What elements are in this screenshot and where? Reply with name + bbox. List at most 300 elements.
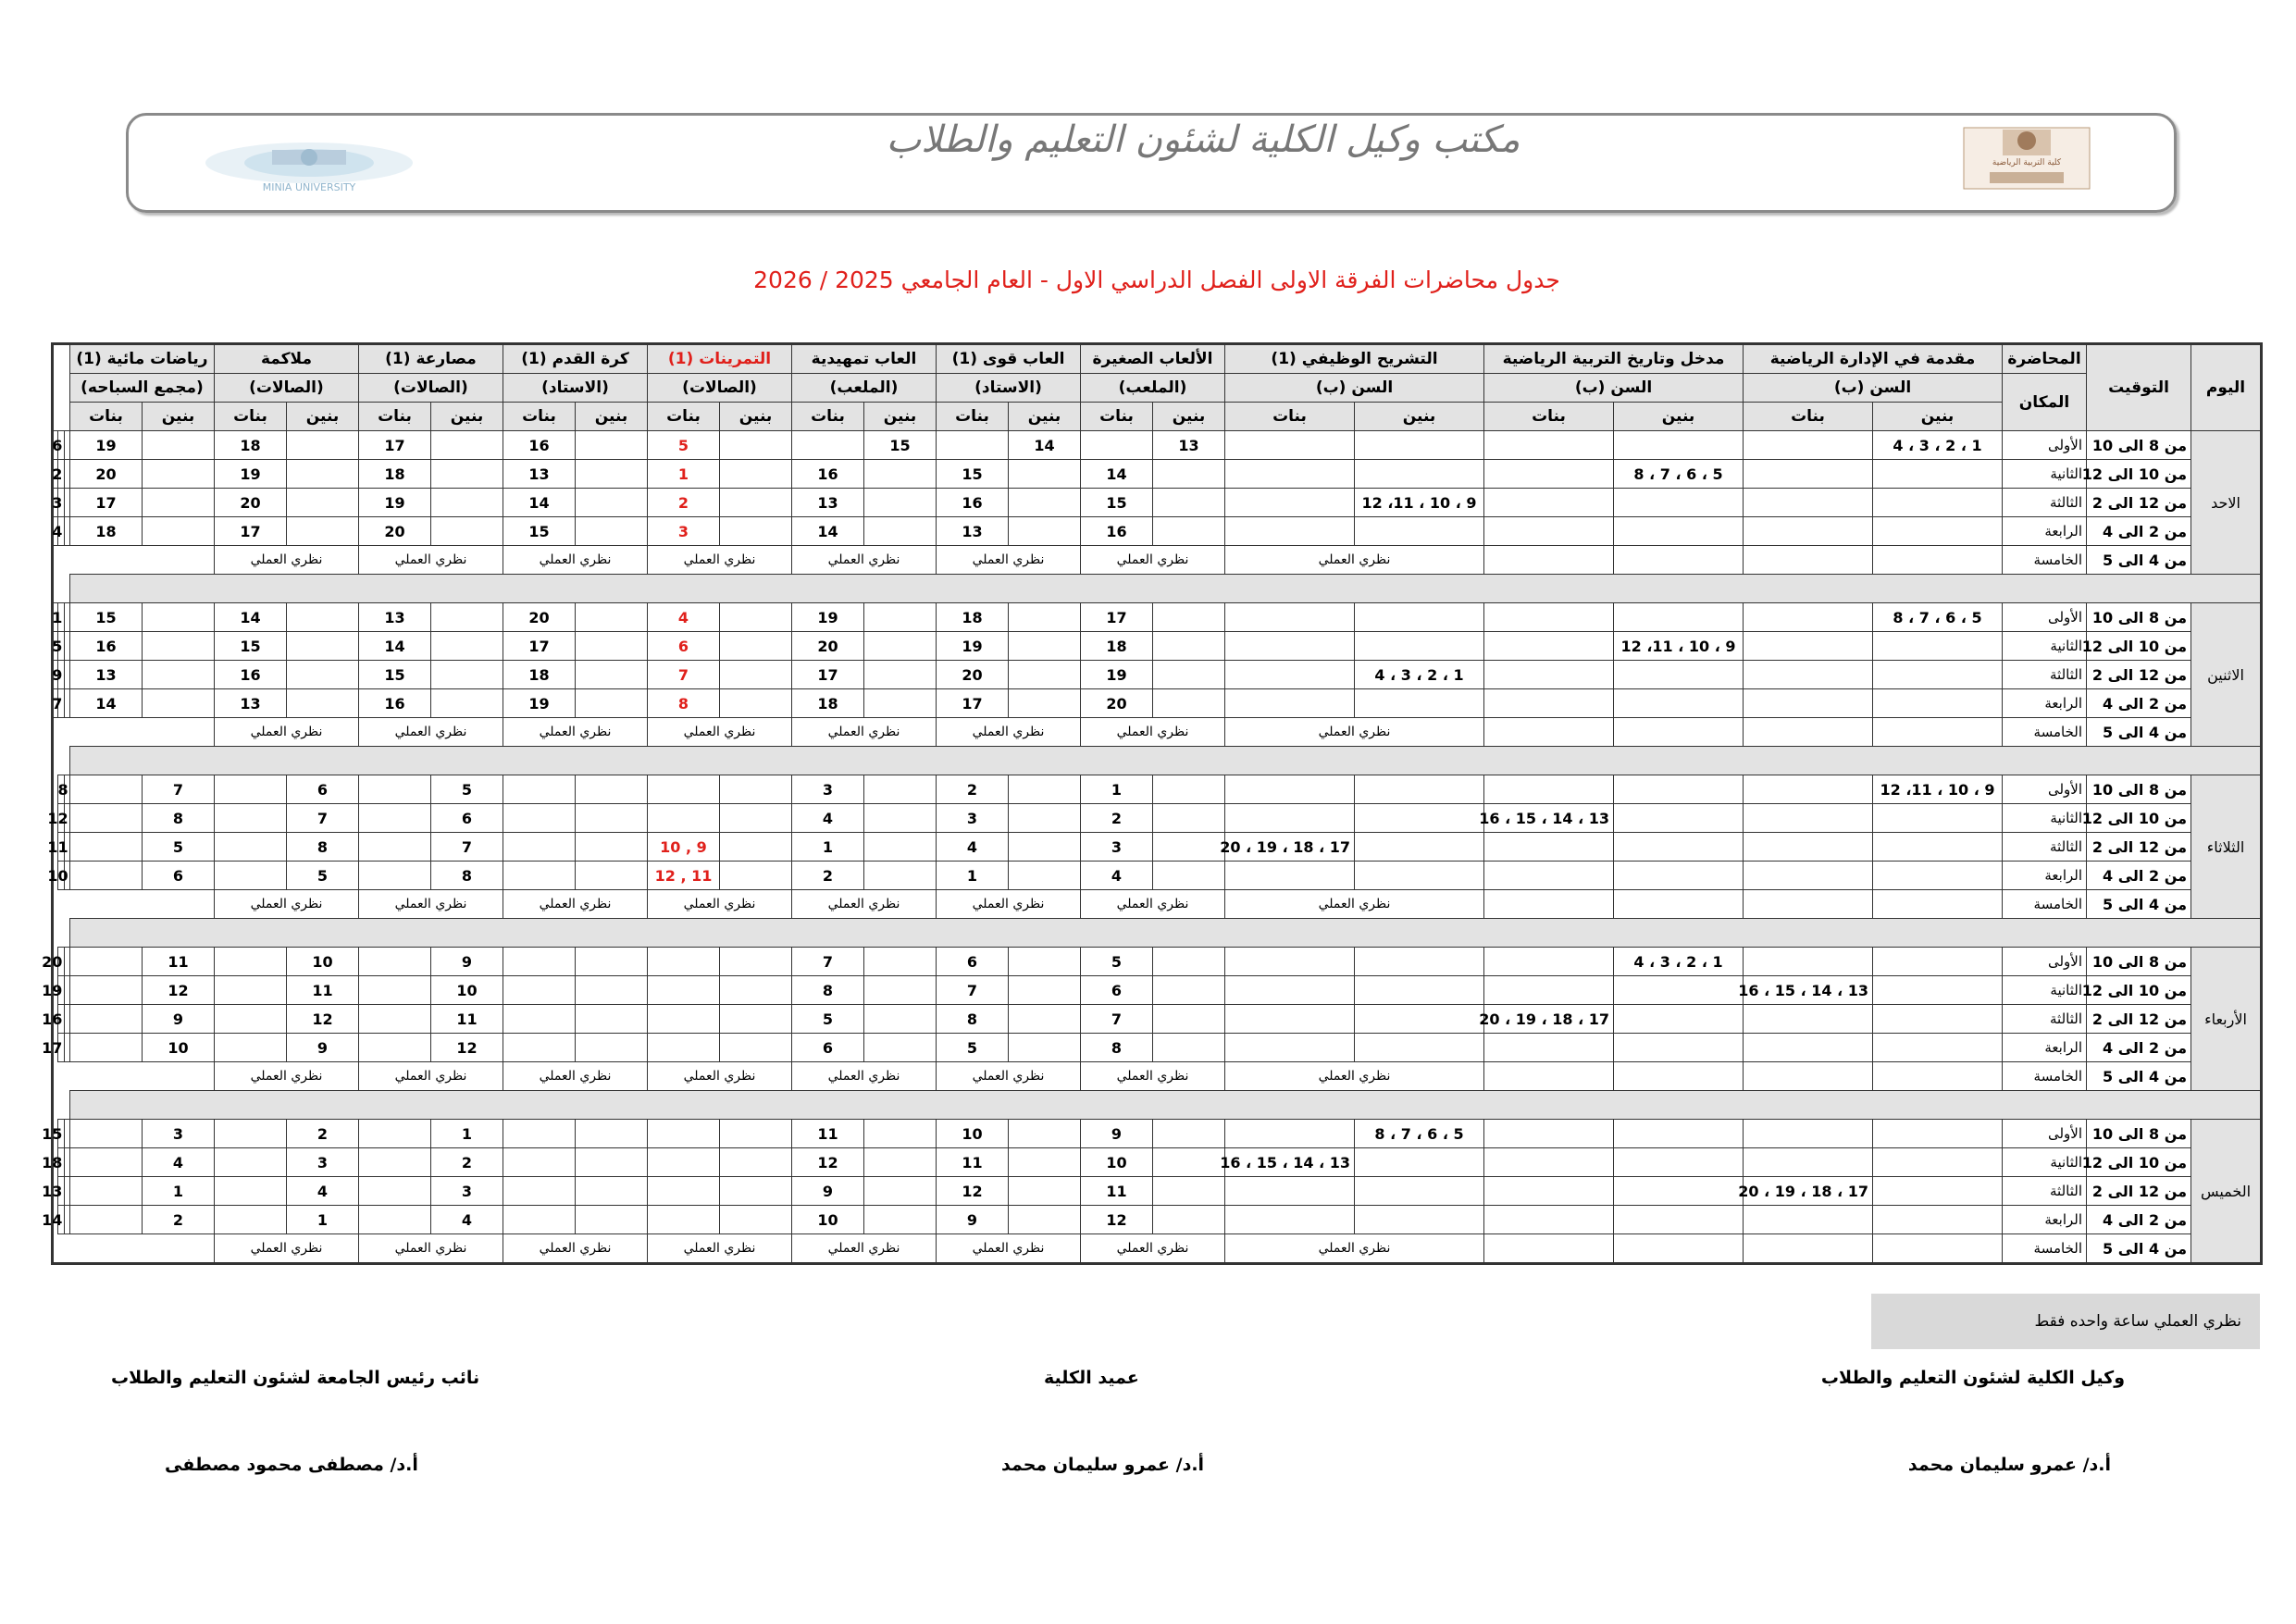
lecture-cell: الثانية (2003, 460, 2087, 489)
schedule-cell (214, 862, 286, 890)
empty-cell (1873, 718, 2003, 747)
schedule-cell: 7 (142, 775, 214, 804)
schedule-cell (1744, 431, 1873, 460)
schedule-cell: 20 (214, 489, 286, 517)
schedule-cell: 4 (142, 1148, 214, 1177)
schedule-cell (1153, 976, 1225, 1005)
schedule-cell (1614, 804, 1744, 833)
schedule-cell (214, 976, 286, 1005)
schedule-cell: 20 (792, 632, 864, 661)
schedule-cell: 11 , 12 (647, 862, 719, 890)
schedule-cell (864, 833, 937, 862)
schedule-cell: 15 (503, 517, 575, 546)
schedule-cell (214, 1034, 286, 1062)
schedule-cell (358, 1120, 430, 1148)
schedule-cell (1614, 689, 1744, 718)
subject-place: السن (ب) (1744, 374, 2003, 403)
table-row (53, 603, 2262, 632)
empty-cell (1614, 1062, 1744, 1091)
schedule-cell (214, 1148, 286, 1177)
schedule-cell (1484, 632, 1614, 661)
schedule-cell (1225, 689, 1355, 718)
schedule-cell (720, 517, 792, 546)
schedule-cell: 5 (142, 833, 214, 862)
schedule-cell (1225, 1034, 1355, 1062)
schedule-cell (1153, 1177, 1225, 1206)
table-row (53, 689, 2262, 718)
schedule-cell: 7 (286, 804, 358, 833)
schedule-cell: 4 (286, 1177, 358, 1206)
schedule-cell (69, 976, 142, 1005)
schedule-cell: 12 (792, 1148, 864, 1177)
schedule-cell (647, 1034, 719, 1062)
schedule-cell (69, 804, 142, 833)
schedule-cell: 7 (430, 833, 503, 862)
schedule-cell (142, 603, 214, 632)
schedule-cell (1484, 976, 1614, 1005)
schedule-cell: 17 (792, 661, 864, 689)
practical-cell: نظري العملي (358, 546, 503, 575)
schedule-cell (1744, 862, 1873, 890)
schedule-cell (1355, 460, 1484, 489)
schedule-cell: 3 (937, 804, 1009, 833)
schedule-cell (1614, 833, 1744, 862)
schedule-cell (864, 804, 937, 833)
schedule-cell: 3 (792, 775, 864, 804)
schedule-cell (1009, 976, 1081, 1005)
schedule-cell: 8 (1081, 1034, 1153, 1062)
schedule-cell (1009, 1120, 1081, 1148)
schedule-cell: 1 (286, 1206, 358, 1234)
subject-place: (الملعب) (792, 374, 937, 403)
schedule-cell (69, 1148, 142, 1177)
schedule-cell (1225, 517, 1355, 546)
schedule-cell: 20 (937, 661, 1009, 689)
schedule-cell (1355, 689, 1484, 718)
schedule-cell: 17 ، 18 ، 19 ، 20 (1484, 1005, 1614, 1034)
schedule-cell: 2 (1081, 804, 1153, 833)
schedule-cell: 3 (430, 1177, 503, 1206)
schedule-cell: 10 (142, 1034, 214, 1062)
table-row (53, 890, 2262, 919)
lecture-cell: الرابعة (2003, 517, 2087, 546)
day-separator (69, 1091, 2261, 1120)
practical-cell: نظري العملي (214, 718, 358, 747)
table-row (53, 517, 2262, 546)
time-header: التوقيت (2087, 344, 2191, 431)
girls-header: بنات (792, 403, 864, 431)
practical-cell: نظري العملي (503, 1234, 647, 1264)
schedule-cell (575, 976, 647, 1005)
table-row (53, 976, 2262, 1005)
schedule-cell: 11 (430, 1005, 503, 1034)
schedule-cell (1873, 489, 2003, 517)
schedule-cell: 1 (937, 862, 1009, 890)
schedule-cell: 16 (792, 460, 864, 489)
schedule-cell (1484, 489, 1614, 517)
subject-place: (الاستاد) (503, 374, 647, 403)
schedule-cell (1225, 948, 1355, 976)
schedule-cell (1873, 948, 2003, 976)
schedule-cell (575, 862, 647, 890)
schedule-cell (430, 489, 503, 517)
schedule-cell (358, 804, 430, 833)
table-row (53, 1062, 2262, 1091)
practical-cell: نظري العملي (792, 718, 937, 747)
day-cell: الأربعاء (2191, 948, 2262, 1091)
schedule-cell: 8 (430, 862, 503, 890)
practical-cell: نظري العملي (358, 1234, 503, 1264)
empty-cell (1614, 718, 1744, 747)
lecture-cell: الأولى (2003, 603, 2087, 632)
practical-cell: نظري العملي (1081, 718, 1225, 747)
table-row (53, 546, 2262, 575)
schedule-cell (286, 603, 358, 632)
girls-header: بنات (1225, 403, 1355, 431)
schedule-cell (575, 804, 647, 833)
empty-cell (1484, 718, 1614, 747)
schedule-cell (1484, 517, 1614, 546)
schedule-cell (1225, 1005, 1355, 1034)
schedule-cell (864, 632, 937, 661)
schedule-cell (69, 1177, 142, 1206)
schedule-cell: 9 ، 10 ، 11، 12 (1873, 775, 2003, 804)
schedule-cell (864, 517, 937, 546)
schedule-cell (1744, 632, 1873, 661)
schedule-cell (1225, 1206, 1355, 1234)
schedule-cell: 19 (69, 431, 142, 460)
place-header: المكان (2003, 374, 2087, 431)
practical-cell: نظري العملي (937, 1062, 1081, 1091)
subject-place: (الاستاد) (937, 374, 1081, 403)
boys-header: بنين (575, 403, 647, 431)
schedule-cell (864, 948, 937, 976)
schedule-cell (1009, 1177, 1081, 1206)
table-row (53, 804, 2262, 833)
schedule-cell (1873, 632, 2003, 661)
table-row (53, 718, 2262, 747)
schedule-cell (864, 1206, 937, 1234)
schedule-cell (430, 517, 503, 546)
empty-cell (1744, 546, 1873, 575)
schedule-cell: 5 (1081, 948, 1153, 976)
schedule-cell: 10 (430, 976, 503, 1005)
schedule-cell (358, 1206, 430, 1234)
practical-cell: نظري العملي (214, 546, 358, 575)
schedule-cell (69, 862, 142, 890)
schedule-cell (69, 1120, 142, 1148)
schedule-cell: 16 (69, 632, 142, 661)
schedule-cell (64, 489, 69, 517)
schedule-cell (864, 1034, 937, 1062)
schedule-cell: 9 (792, 1177, 864, 1206)
schedule-cell: 4 (430, 1206, 503, 1234)
schedule-cell: 7 (1081, 1005, 1153, 1034)
schedule-cell (1153, 1034, 1225, 1062)
schedule-cell (214, 833, 286, 862)
schedule-cell (1355, 833, 1484, 862)
schedule-cell (1153, 833, 1225, 862)
subject-header: الألعاب الصغيرة (1081, 344, 1225, 374)
schedule-cell: 8 (142, 804, 214, 833)
empty-cell (1873, 546, 2003, 575)
schedule-cell (1009, 603, 1081, 632)
schedule-cell (69, 833, 142, 862)
schedule-cell: 13 (58, 1177, 64, 1206)
practical-note: نظري العملي ساعة واحده فقط (1871, 1294, 2260, 1349)
schedule-cell (720, 603, 792, 632)
schedule-cell (1009, 460, 1081, 489)
schedule-cell: 11 (142, 948, 214, 976)
empty-cell (1484, 1234, 1614, 1264)
schedule-cell (647, 948, 719, 976)
lecture-cell: الثالثة (2003, 489, 2087, 517)
schedule-cell: 20 (1081, 689, 1153, 718)
schedule-cell (69, 775, 142, 804)
schedule-cell (1744, 517, 1873, 546)
schedule-cell: 5 (430, 775, 503, 804)
schedule-cell: 9 (430, 948, 503, 976)
schedule-cell (1153, 862, 1225, 890)
schedule-cell (1153, 1148, 1225, 1177)
schedule-cell: 13 ، 14 ، 15 ، 16 (1744, 976, 1873, 1005)
schedule-cell: 8 (286, 833, 358, 862)
schedule-cell (1484, 1148, 1614, 1177)
schedule-cell (1225, 976, 1355, 1005)
schedule-cell (1355, 1206, 1484, 1234)
schedule-cell: 16 (358, 689, 430, 718)
day-separator (69, 575, 2261, 603)
schedule-cell: 14 (358, 632, 430, 661)
schedule-cell (1009, 948, 1081, 976)
schedule-cell (1153, 489, 1225, 517)
practical-cell: نظري العملي (358, 890, 503, 919)
schedule-cell (575, 603, 647, 632)
schedule-cell (286, 661, 358, 689)
schedule-cell (142, 460, 214, 489)
time-cell: من 10 الى 12 (2087, 1148, 2191, 1177)
schedule-cell: 11 (937, 1148, 1009, 1177)
vice-dean-title: وكيل الكلية لشئون التعليم والطلاب (1820, 1368, 2125, 1388)
schedule-cell (64, 1148, 69, 1177)
schedule-cell (1355, 1034, 1484, 1062)
schedule-cell (1009, 489, 1081, 517)
schedule-cell (720, 948, 792, 976)
schedule-cell (1873, 833, 2003, 862)
schedule-cell (1009, 1206, 1081, 1234)
schedule-cell (1355, 1177, 1484, 1206)
schedule-cell (503, 1206, 575, 1234)
practical-cell: نظري العملي (1081, 1234, 1225, 1264)
table-row (53, 1234, 2262, 1264)
schedule-cell (430, 431, 503, 460)
subject-header: العاب تمهيدية (792, 344, 937, 374)
schedule-cell: 17 (937, 689, 1009, 718)
schedule-cell (1153, 804, 1225, 833)
table-row (53, 775, 2262, 804)
practical-cell: نظري العملي (937, 890, 1081, 919)
schedule-cell (575, 1206, 647, 1234)
practical-cell: نظري العملي (503, 890, 647, 919)
table-row (53, 632, 2262, 661)
schedule-cell (503, 1005, 575, 1034)
schedule-cell (647, 1120, 719, 1148)
schedule-cell (142, 431, 214, 460)
schedule-cell (575, 1177, 647, 1206)
schedule-cell: 10 (1081, 1148, 1153, 1177)
schedule-cell: 19 (503, 689, 575, 718)
practical-cell: نظري العملي (792, 890, 937, 919)
schedule-cell (1484, 661, 1614, 689)
schedule-cell (1744, 948, 1873, 976)
schedule-cell: 11 (1081, 1177, 1153, 1206)
subject-header: العاب قوى (1) (937, 344, 1081, 374)
schedule-cell (64, 689, 69, 718)
schedule-cell: 13 (358, 603, 430, 632)
table-row (53, 1120, 2262, 1148)
schedule-cell (358, 833, 430, 862)
schedule-cell (1225, 804, 1355, 833)
schedule-cell: 16 (58, 1005, 64, 1034)
time-cell: من 12 الى 2 (2087, 1005, 2191, 1034)
schedule-cell: 9 , 10 (647, 833, 719, 862)
schedule-cell: 18 (937, 603, 1009, 632)
schedule-cell (214, 1005, 286, 1034)
schedule-cell: 6 (647, 632, 719, 661)
schedule-cell (792, 431, 864, 460)
schedule-cell (864, 976, 937, 1005)
schedule-cell: 1 (1081, 775, 1153, 804)
schedule-cell: 17 (69, 489, 142, 517)
schedule-cell: 20 (58, 948, 64, 976)
schedule-cell (503, 775, 575, 804)
schedule-cell (503, 862, 575, 890)
schedule-cell (1355, 948, 1484, 976)
lecture-cell: الأولى (2003, 431, 2087, 460)
schedule-cell (1355, 775, 1484, 804)
schedule-cell (864, 1148, 937, 1177)
schedule-cell (1873, 517, 2003, 546)
schedule-cell (864, 661, 937, 689)
practical-cell: نظري العملي (937, 546, 1081, 575)
schedule-cell: 4 (937, 833, 1009, 862)
schedule-cell (1744, 460, 1873, 489)
dean-title: عميد الكلية (1044, 1368, 1139, 1388)
schedule-cell: 13 (503, 460, 575, 489)
schedule-cell: 7 (58, 689, 64, 718)
schedule-cell (1225, 431, 1355, 460)
schedule-cell: 15 (214, 632, 286, 661)
schedule-cell (142, 517, 214, 546)
schedule-cell: 7 (792, 948, 864, 976)
schedule-cell (214, 1177, 286, 1206)
schedule-cell (1744, 661, 1873, 689)
table-row (53, 1034, 2262, 1062)
schedule-cell: 3 (286, 1148, 358, 1177)
schedule-cell: 15 (69, 603, 142, 632)
practical-cell: نظري العملي (1225, 1234, 1484, 1264)
schedule-cell: 15 (937, 460, 1009, 489)
schedule-cell (64, 1206, 69, 1234)
subject-header: التشريح الوظيفي (1) (1225, 344, 1484, 374)
schedule-cell (575, 517, 647, 546)
schedule-cell (1614, 1148, 1744, 1177)
schedule-cell (864, 689, 937, 718)
schedule-cell: 19 (937, 632, 1009, 661)
schedule-cell: 1 ، 2 ، 3 ، 4 (1614, 948, 1744, 976)
lecture-cell: الخامسة (2003, 890, 2087, 919)
schedule-cell (1484, 1034, 1614, 1062)
schedule-cell: 3 (142, 1120, 214, 1148)
schedule-cell: 19 (214, 460, 286, 489)
boys-header: بنين (1614, 403, 1744, 431)
schedule-cell: 13 (792, 489, 864, 517)
subject-place: (الصالات) (647, 374, 791, 403)
schedule-cell (1873, 661, 2003, 689)
schedule-cell: 5 (792, 1005, 864, 1034)
schedule-cell (1873, 460, 2003, 489)
lecture-cell: الرابعة (2003, 689, 2087, 718)
practical-cell: نظري العملي (647, 718, 791, 747)
day-header: اليوم (2191, 344, 2262, 431)
practical-cell: نظري العملي (214, 1062, 358, 1091)
subject-header: مدخل وتاريخ التربية الرياضية (1484, 344, 1744, 374)
practical-cell: نظري العملي (647, 1062, 791, 1091)
time-cell: من 2 الى 4 (2087, 1034, 2191, 1062)
schedule-cell: 6 (430, 804, 503, 833)
schedule-cell (1484, 775, 1614, 804)
schedule-cell (1153, 775, 1225, 804)
girls-header: بنات (503, 403, 575, 431)
schedule-cell: 6 (286, 775, 358, 804)
empty-cell (1744, 890, 1873, 919)
schedule-cell (1009, 689, 1081, 718)
schedule-cell (1009, 804, 1081, 833)
schedule-cell: 2 (430, 1148, 503, 1177)
schedule-cell (358, 1005, 430, 1034)
schedule-cell (1614, 1034, 1744, 1062)
schedule-cell (1225, 661, 1355, 689)
schedule-cell: 3 (647, 517, 719, 546)
schedule-cell (503, 1148, 575, 1177)
schedule-cell (1744, 1120, 1873, 1148)
schedule-cell: 11 (792, 1120, 864, 1148)
schedule-cell (720, 689, 792, 718)
time-cell: من 12 الى 2 (2087, 489, 2191, 517)
schedule-cell (1614, 661, 1744, 689)
lecture-header: المحاضرة (2003, 344, 2087, 374)
table-row (53, 862, 2262, 890)
subject-place: (الصالات) (214, 374, 358, 403)
subject-place: (الملعب) (1081, 374, 1225, 403)
girls-header: بنات (214, 403, 286, 431)
schedule-cell (1484, 460, 1614, 489)
schedule-cell: 17 (503, 632, 575, 661)
schedule-cell (864, 1177, 937, 1206)
practical-cell: نظري العملي (503, 1062, 647, 1091)
schedule-cell (1009, 1148, 1081, 1177)
schedule-cell (1153, 1206, 1225, 1234)
subject-place: السن (ب) (1225, 374, 1484, 403)
boys-header: بنين (1153, 403, 1225, 431)
schedule-cell: 18 (214, 431, 286, 460)
schedule-cell (1355, 976, 1484, 1005)
schedule-cell: 9 (937, 1206, 1009, 1234)
schedule-cell (864, 1005, 937, 1034)
schedule-cell (1355, 1148, 1484, 1177)
schedule-cell (864, 862, 937, 890)
schedule-cell: 2 (937, 775, 1009, 804)
